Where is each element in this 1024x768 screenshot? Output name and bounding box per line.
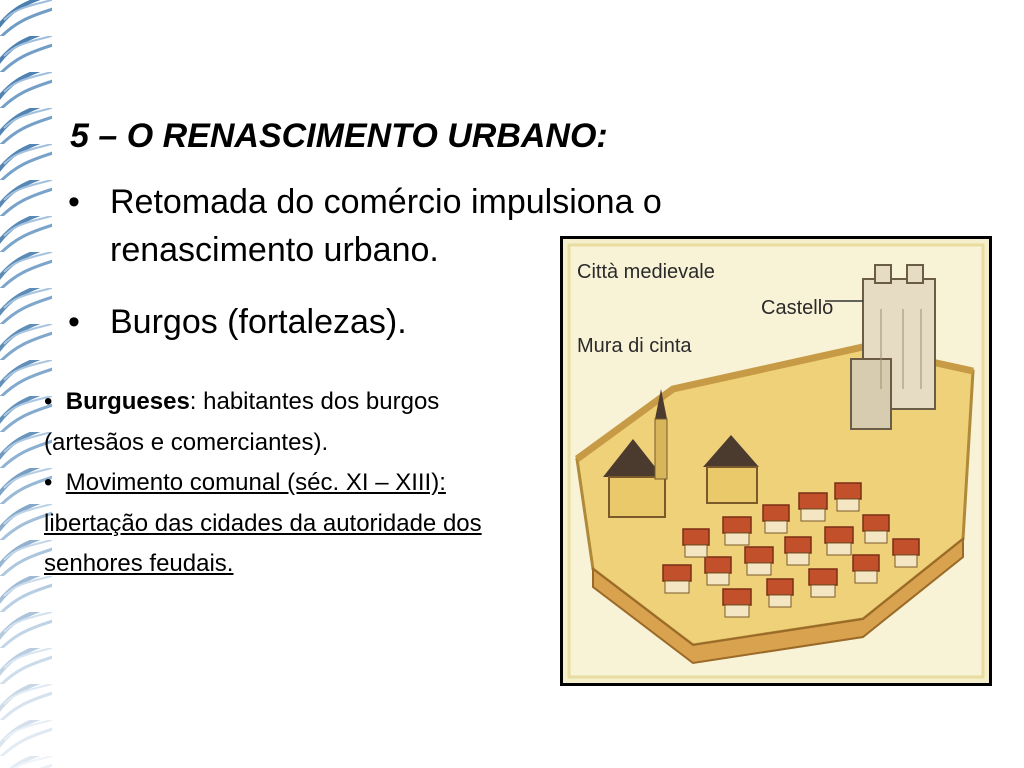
sub-bullet-movimento-comunal (44, 463, 524, 585)
bullet-glyph: • (68, 303, 80, 341)
castle-label: Castello (761, 297, 834, 319)
medieval-city-illustration (560, 236, 992, 686)
slide-title: 5 – O RENASCIMENTO URBANO: (70, 117, 608, 155)
bullet-text: Retomada do comércio impulsiona o renascimento urbano. (110, 183, 662, 269)
walls-label: Mura di cinta (577, 335, 692, 357)
sub-bullet-block (44, 382, 524, 585)
sub-bullet-burgueses (44, 382, 524, 463)
movimento-comunal-text: Movimento comunal (séc. XI – XIII): libertação das cidades da autoridade dos senhores feudais. (44, 469, 482, 577)
figure-title-label: Città medievale (577, 261, 715, 283)
bullet-glyph: • (44, 469, 53, 496)
bullet-glyph: • (44, 388, 53, 415)
definition-burgueses: : habitantes dos burgos (artesãos e comerciantes). (44, 388, 440, 456)
bullet-text: Burgos (fortalezas). (110, 303, 407, 341)
castle-drawing (851, 265, 935, 429)
term-burgueses: Burgueses (65, 388, 190, 415)
bullet-glyph: • (68, 183, 80, 221)
